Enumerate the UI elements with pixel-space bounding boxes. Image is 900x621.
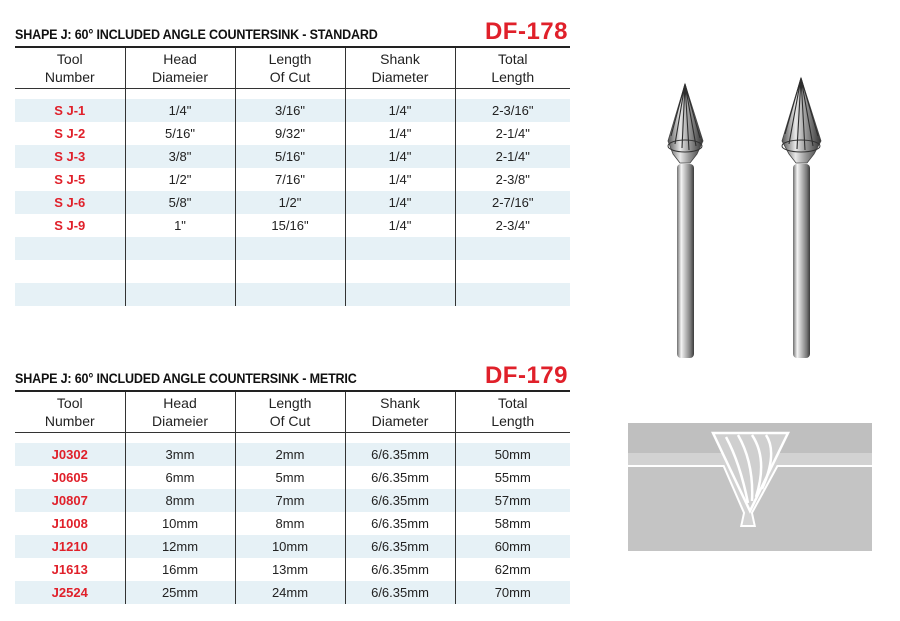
length-of-cut-cell	[235, 283, 345, 306]
tool-number-cell: S J-1	[15, 99, 125, 122]
length-of-cut-cell	[235, 260, 345, 283]
total-length-cell	[455, 237, 570, 260]
table-row	[15, 535, 570, 558]
table-row	[15, 512, 570, 535]
length-of-cut-cell: 5mm	[235, 466, 345, 489]
table-row	[15, 581, 570, 604]
spacer-cell	[235, 89, 345, 100]
total-length-cell: 2-1/4"	[455, 145, 570, 168]
shank-diameter-cell	[345, 237, 455, 260]
head-diameter-cell: 12mm	[125, 535, 235, 558]
head-diameter-cell	[125, 283, 235, 306]
head-diameter-cell	[125, 237, 235, 260]
table-row	[15, 489, 570, 512]
spacer-cell	[15, 433, 125, 444]
bur-right	[782, 78, 821, 358]
col-header-tool-number: Tool Number	[15, 391, 125, 433]
countersink-diagram	[628, 423, 872, 551]
tool-number-cell	[15, 260, 125, 283]
length-of-cut-cell: 15/16"	[235, 214, 345, 237]
length-of-cut-cell: 13mm	[235, 558, 345, 581]
standard-table	[15, 46, 570, 306]
shank-diameter-cell: 1/4"	[345, 168, 455, 191]
metric-title: SHAPE J: 60° INCLUDED ANGLE COUNTERSINK - METRIC	[15, 371, 357, 386]
tool-number-cell: S J-6	[15, 191, 125, 214]
shank-diameter-cell: 6/6.35mm	[345, 466, 455, 489]
tool-number-cell: J1210	[15, 535, 125, 558]
total-length-cell: 2-3/16"	[455, 99, 570, 122]
shank-diameter-cell: 6/6.35mm	[345, 535, 455, 558]
metric-table	[15, 390, 570, 604]
col-header-tool-number: Tool Number	[15, 47, 125, 89]
standard-header	[15, 16, 570, 46]
spacer-cell	[235, 433, 345, 444]
head-diameter-cell	[125, 260, 235, 283]
shank-diameter-cell: 6/6.35mm	[345, 443, 455, 466]
head-diameter-cell: 3/8"	[125, 145, 235, 168]
length-of-cut-cell: 8mm	[235, 512, 345, 535]
spacer-cell	[455, 89, 570, 100]
head-diameter-cell: 3mm	[125, 443, 235, 466]
length-of-cut-cell: 2mm	[235, 443, 345, 466]
tool-number-cell	[15, 283, 125, 306]
length-of-cut-cell: 1/2"	[235, 191, 345, 214]
total-length-cell: 57mm	[455, 489, 570, 512]
shank-diameter-cell: 6/6.35mm	[345, 581, 455, 604]
total-length-cell: 62mm	[455, 558, 570, 581]
head-diameter-cell: 16mm	[125, 558, 235, 581]
shank-diameter-cell: 6/6.35mm	[345, 489, 455, 512]
length-of-cut-cell	[235, 237, 345, 260]
length-of-cut-cell: 10mm	[235, 535, 345, 558]
spacer-row	[15, 89, 570, 100]
total-length-cell: 70mm	[455, 581, 570, 604]
spacer-cell	[455, 433, 570, 444]
col-header-shank-diameter: Shank Diameter	[345, 391, 455, 433]
table-row	[15, 168, 570, 191]
head-diameter-cell: 5/8"	[125, 191, 235, 214]
shank-diameter-cell	[345, 260, 455, 283]
length-of-cut-cell: 5/16"	[235, 145, 345, 168]
tool-number-cell: J0605	[51, 470, 88, 485]
shank-diameter-cell: 1/4"	[345, 122, 455, 145]
tool-number-cell: J1613	[51, 562, 88, 577]
total-length-cell	[455, 260, 570, 283]
length-of-cut-cell: 7/16"	[235, 168, 345, 191]
tool-number-cell: S J-2	[54, 126, 86, 141]
tool-number-cell: J2524	[15, 581, 125, 604]
head-diameter-cell: 6mm	[125, 466, 235, 489]
tool-number-cell: S J-5	[54, 172, 86, 187]
col-header-head-diameter: Head Diameier	[125, 47, 235, 89]
head-diameter-cell: 25mm	[125, 581, 235, 604]
length-of-cut-cell: 24mm	[235, 581, 345, 604]
col-header-length-of-cut: Length Of Cut	[235, 391, 345, 433]
head-diameter-cell: 10mm	[125, 512, 235, 535]
table-row	[15, 466, 570, 489]
total-length-cell: 2-1/4"	[455, 122, 570, 145]
head-diameter-cell: 1/2"	[125, 168, 235, 191]
spacer-cell	[15, 89, 125, 100]
length-of-cut-cell: 3/16"	[235, 99, 345, 122]
tool-number-cell: J1008	[51, 516, 88, 531]
table-row	[15, 558, 570, 581]
tool-number-cell: J0302	[15, 443, 125, 466]
metric-code: DF-179	[484, 362, 568, 389]
standard-section	[15, 16, 570, 306]
standard-code: DF-178	[484, 18, 568, 45]
table-row	[15, 145, 570, 168]
head-diameter-cell: 1/4"	[125, 99, 235, 122]
total-length-cell: 55mm	[455, 466, 570, 489]
metric-table-body	[15, 433, 570, 605]
table-row	[15, 214, 570, 237]
tool-number-cell: J0807	[15, 489, 125, 512]
col-header-shank-diameter: Shank Diameter	[345, 47, 455, 89]
length-of-cut-cell: 7mm	[235, 489, 345, 512]
table-row	[15, 99, 570, 122]
shank-diameter-cell: 1/4"	[345, 99, 455, 122]
spacer-cell	[125, 433, 235, 444]
table-row	[15, 191, 570, 214]
standard-title: SHAPE J: 60° INCLUDED ANGLE COUNTERSINK - STANDARD	[15, 27, 378, 42]
spacer-cell	[345, 89, 455, 100]
total-length-cell: 2-7/16"	[455, 191, 570, 214]
col-header-length-of-cut: Length Of Cut	[235, 47, 345, 89]
spacer-cell	[345, 433, 455, 444]
table-row	[15, 260, 570, 283]
shank-diameter-cell: 6/6.35mm	[345, 558, 455, 581]
length-of-cut-cell: 9/32"	[235, 122, 345, 145]
col-header-total-length: Total Length	[455, 47, 570, 89]
total-length-cell: 60mm	[455, 535, 570, 558]
head-diameter-cell: 1"	[125, 214, 235, 237]
head-diameter-cell: 5/16"	[125, 122, 235, 145]
total-length-cell: 50mm	[455, 443, 570, 466]
product-photo	[660, 66, 865, 366]
metric-header-row	[15, 391, 570, 433]
table-row	[15, 122, 570, 145]
metric-header	[15, 360, 570, 390]
shank-diameter-cell	[345, 283, 455, 306]
total-length-cell	[455, 283, 570, 306]
metric-section	[15, 360, 570, 604]
standard-header-row	[15, 47, 570, 89]
col-header-total-length: Total Length	[455, 391, 570, 433]
table-row	[15, 283, 570, 306]
spacer-row	[15, 433, 570, 444]
shank-diameter-cell: 6/6.35mm	[345, 512, 455, 535]
table-row	[15, 443, 570, 466]
shank-diameter-cell: 1/4"	[345, 191, 455, 214]
total-length-cell: 2-3/4"	[455, 214, 570, 237]
total-length-cell: 2-3/8"	[455, 168, 570, 191]
standard-table-body	[15, 89, 570, 307]
table-row	[15, 237, 570, 260]
shank-diameter-cell: 1/4"	[345, 145, 455, 168]
tool-number-cell	[15, 237, 125, 260]
bur-left	[668, 84, 703, 358]
tool-number-cell: S J-9	[54, 218, 86, 233]
total-length-cell: 58mm	[455, 512, 570, 535]
shank-diameter-cell: 1/4"	[345, 214, 455, 237]
tool-number-cell: S J-3	[15, 145, 125, 168]
spacer-cell	[125, 89, 235, 100]
head-diameter-cell: 8mm	[125, 489, 235, 512]
col-header-head-diameter: Head Diameier	[125, 391, 235, 433]
